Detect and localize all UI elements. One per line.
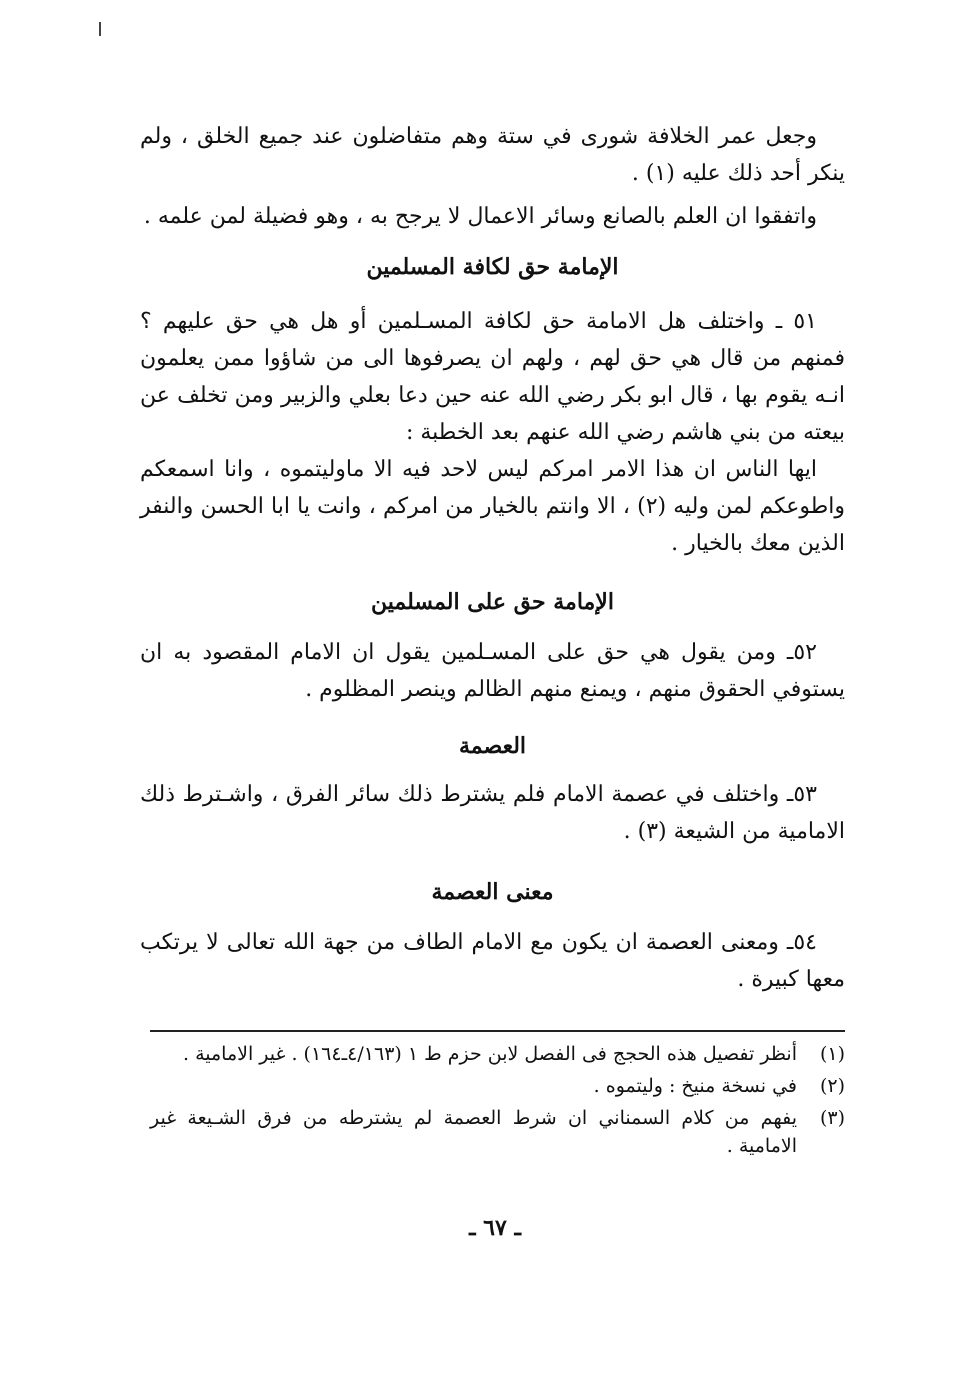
heading-meaning-of-infallibility: معنى العصمة — [431, 879, 554, 905]
paragraph-umar-shura: وجعل عمر الخلافة شورى في ستة وهم متفاضلون عند جميع الخلق ، ولم ينكر أحد ذلك عليه (١) . — [140, 124, 845, 186]
footnote-number: (١) — [819, 1043, 845, 1065]
paragraph-abu-bakr-speech: ايها الناس ان هذا الامر امركم ليس لاحد فيه الا ماوليتموه ، وانا اسمعكم واطوعكم لمن وليه (٢) ، الا وانتم بالخيار من امركم ، وانت يا ابا الحسن والنفر الذين معك بالخيار . — [140, 457, 845, 556]
footnote-1 — [150, 1040, 845, 1068]
footnote-2 — [150, 1072, 845, 1100]
heading-imamate-right-of-all-muslims: الإمامة حق لكافة المسلمين — [366, 254, 619, 280]
footnote-number: (٣) — [819, 1107, 845, 1129]
paragraph-knowledge-of-creator: واتفقوا ان العلم بالصانع وسائر الاعمال لا يرجح به ، وهو فضيلة لمن علمه . — [143, 204, 817, 229]
footnote-text: في نسخة منيخ : وليتموه . — [593, 1075, 797, 1097]
paragraph-54: ٥٤ـ ومعنى العصمة ان يكون مع الامام الطاف من جهة الله تعالى لا يرتكب معها كبيرة . — [140, 930, 845, 992]
footnote-number: (٢) — [819, 1075, 845, 1097]
paragraph-51: ٥١ ـ واختلف هل الامامة حق لكافة المسـلمين أو هل هي حق عليهم ؟ فمنهم من قال هي حق لهم ، ولهم ان يصرفوها الى من شاؤوا ممن يعلمون انـه يقوم بها ، قال ابو بكر رضي الله عنه حين دعا بعلي والزبير ومن تخلف عن بيعته من بني هاشم رضي الله عنهم بعد الخطبة : — [140, 309, 845, 445]
heading-infallibility: العصمة — [458, 733, 527, 759]
footnotes — [150, 1040, 845, 1164]
paragraph-53: ٥٣ـ واختلف في عصمة الامام فلم يشترط ذلك سائر الفرق ، واشـترط ذلك الامامية من الشيعة (٣) . — [140, 782, 845, 844]
footnote-divider — [150, 1030, 845, 1032]
paragraph-52: ٥٢ـ ومن يقول هي حق على المسـلمين يقول ان الامام المقصود به ان يستوفي الحقوق منهم ، ويمنع منهم الظالم وينصر المظلوم . — [140, 640, 845, 702]
page-body — [140, 118, 845, 998]
footnote-text: أنظر تفصيل هذه الحجج فى الفصل لابن حزم ط ١ (٤/١٦٣ـ١٦٤) . غير الامامية . — [182, 1043, 797, 1065]
footnote-3 — [150, 1104, 845, 1160]
heading-imamate-duty-on-muslims: الإمامة حق على المسلمين — [371, 589, 614, 615]
footnote-text: يفهم من كلام السمناني ان شرط العصمة لم يشترطه من فرق الشـيعة غير الامامية . — [150, 1107, 797, 1157]
page-number: ـ ٦٧ ـ — [469, 1215, 521, 1241]
scan-artifact-mark — [99, 22, 101, 36]
